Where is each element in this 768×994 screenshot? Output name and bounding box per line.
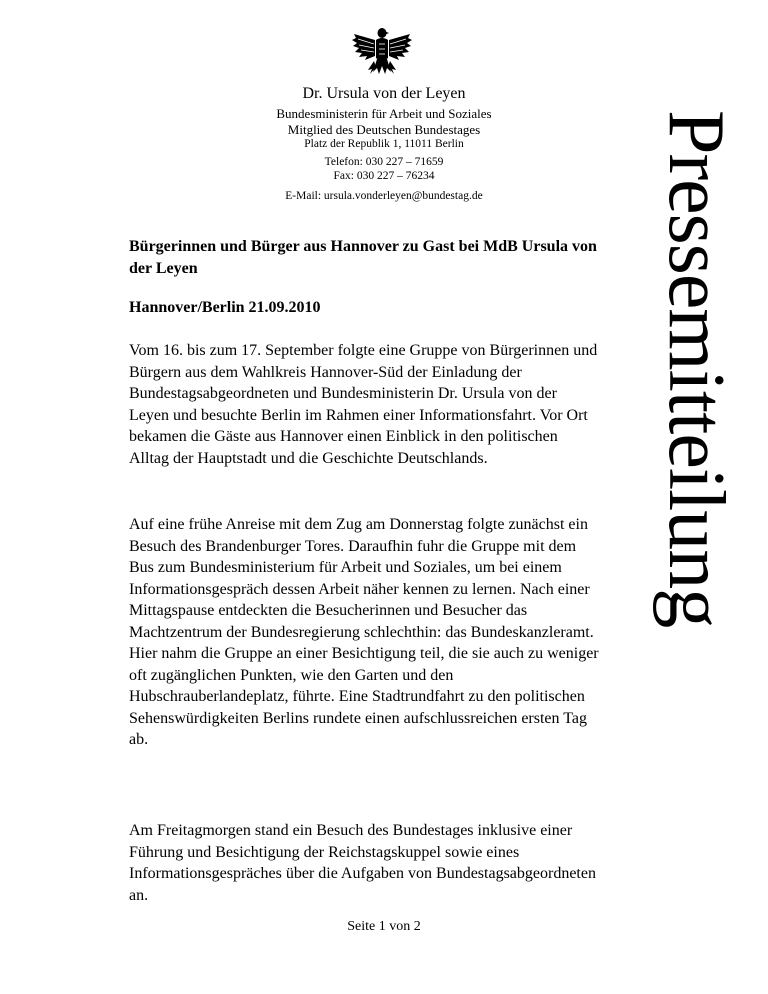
contact-block [180, 155, 588, 183]
federal-eagle-icon [350, 26, 414, 78]
author-name: Dr. Ursula von der Leyen [302, 85, 466, 102]
body-paragraph [129, 820, 599, 906]
paragraph-text: Am Freitagmorgen stand ein Besuch des Bundestages inklusive einer Führung und Besichtigung der Reichstagskuppel sowie eines Informationsgespräches über die Aufgaben von Bundestagsabgeordneten an. [129, 822, 596, 904]
page-number: Seite 1 von 2 [347, 919, 421, 934]
author-membership: Mitglied des Deutschen Bundestages [287, 122, 481, 137]
author-role: Bundesministerin für Arbeit und Soziales [276, 106, 492, 121]
dateline: Hannover/Berlin 21.09.2010 [129, 299, 321, 316]
body-paragraph [129, 514, 599, 751]
press-release-vertical-title: Pressemitteilung [652, 110, 740, 628]
phone-number: Telefon: 030 227 – 71659 [324, 156, 444, 168]
fax-number: Fax: 030 227 – 76234 [333, 170, 435, 182]
email-address: E-Mail: ursula.vonderleyen@bundestag.de [285, 190, 483, 202]
body-paragraph [129, 340, 599, 469]
headline: Bürgerinnen und Bürger aus Hannover zu Gast bei MdB Ursula von der Leyen [129, 238, 597, 277]
paragraph-text: Auf eine frühe Anreise mit dem Zug am Donnerstag folgte zunächst ein Besuch des Brandenburger Tores. Daraufhin fuhr die Gruppe mit dem Bus zum Bundesministerium für Arbeit und Soziales, um bei einem Informationsgespräch dessen Arbeit näher kennen zu lernen. Nach einer Mittagspause entdeckten die Besucherinnen und Besucher das Machtzentrum der Bundesregierung schlechthin: das Bundeskanzleramt. Hier nahm die Gruppe an einer Besichtigung teil, die sie auch zu weniger oft zugänglichen Punkten, wie den Garten und den Hubschrauberlandeplatz, führte. Eine Stadtrundfahrt zu den politischen Sehenswürdigkeiten Berlins rundete einen aufschlussreichen ersten Tag ab. [129, 516, 599, 748]
postal-address: Platz der Republik 1, 11011 Berlin [304, 138, 464, 150]
paragraph-text: Vom 16. bis zum 17. September folgte eine Gruppe von Bürgerinnen und Bürgern aus dem Wahlkreis Hannover-Süd der Einladung der Bundestagsabgeordneten und Bundesministerin Dr. Ursula von der Leyen und besuchte Berlin im Rahmen einer Informationsfahrt. Vor Ort bekamen die Gäste aus Hannover einen Einblick in den politischen Alltag der Hauptstadt und die Geschichte Deutschlands. [129, 342, 598, 467]
